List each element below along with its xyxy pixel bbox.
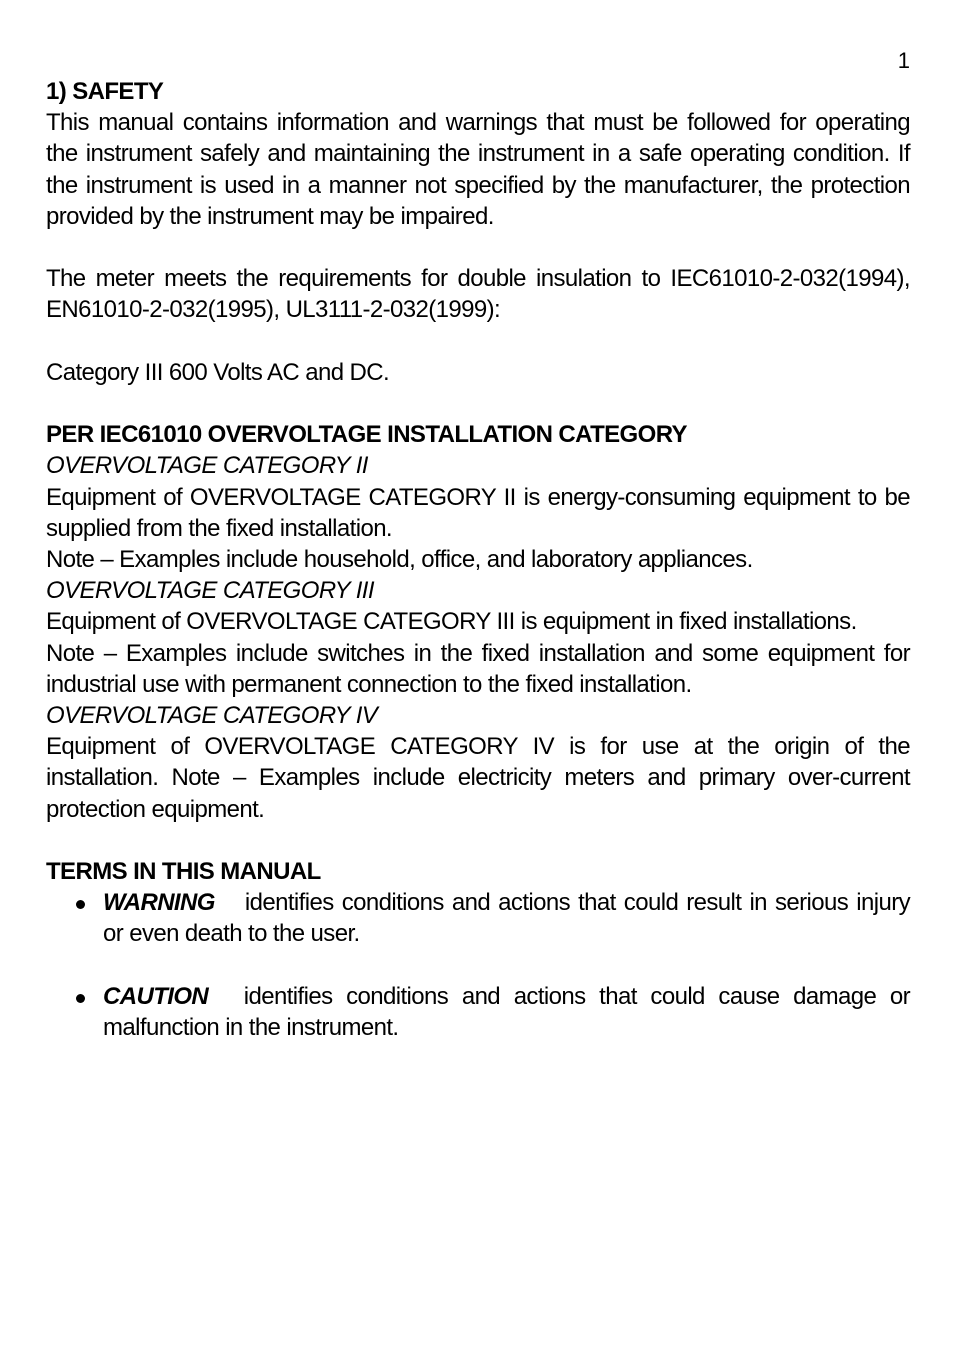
spacer [46,326,910,357]
term-label: WARNING [103,889,215,917]
category-iv-title: OVERVOLTAGE CATEGORY IV [46,702,378,730]
category-ii-description: Equipment of OVERVOLTAGE CATEGORY II is energy-consuming equipment to be supplied from the fixed installation. [46,483,910,542]
overvoltage-heading: PER IEC61010 OVERVOLTAGE INSTALLATION CATEGORY [46,421,687,449]
intro-paragraph: This manual contains information and warnings that must be followed for operating the instrument safely and maintaining the instrument in a safe operating condition. If the instrument is used in a manner not specified by the manufacturer, the protection provided by the instrument may be impaired. [46,109,910,230]
page-number: 1 [897,48,910,73]
bullet-icon [76,900,85,909]
standards-paragraph: The meter meets the requirements for double insulation to IEC61010-2-032(1994), EN61010-2-032(1995), UL3111-2-032(1999): [46,265,910,324]
category-iii-note: Note – Examples include switches in the fixed installation and some equipment for industrial use with permanent connection to the fixed installation. [46,639,910,698]
spacer [46,825,910,856]
spacer [46,232,910,263]
category-rating: Category III 600 Volts AC and DC. [46,358,390,386]
spacer [46,388,910,419]
term-item-warning [46,887,910,949]
terms-list [46,887,910,1043]
page-content [46,76,910,1043]
category-iii-title: OVERVOLTAGE CATEGORY III [46,577,374,605]
category-iii-description: Equipment of OVERVOLTAGE CATEGORY III is equipment in fixed installations. [46,608,857,636]
category-iv-description: Equipment of OVERVOLTAGE CATEGORY IV is for use at the origin of the installation. Note – Examples include electricity meters and primary over-current protection equipment. [46,733,910,823]
category-ii-title: OVERVOLTAGE CATEGORY II [46,452,368,480]
terms-heading: TERMS IN THIS MANUAL [46,858,321,886]
category-ii-note: Note – Examples include household, office, and laboratory appliances. [46,546,753,573]
spacer [46,950,910,981]
section-title: 1) SAFETY [46,78,164,105]
term-item-caution [46,981,910,1043]
term-label: CAUTION [103,982,209,1010]
term-definition: identifies conditions and actions that could cause damage or malfunction in the instrument. [103,982,910,1042]
bullet-icon [76,994,85,1003]
term-definition: identifies conditions and actions that could result in serious injury or even death to the user. [103,889,911,948]
